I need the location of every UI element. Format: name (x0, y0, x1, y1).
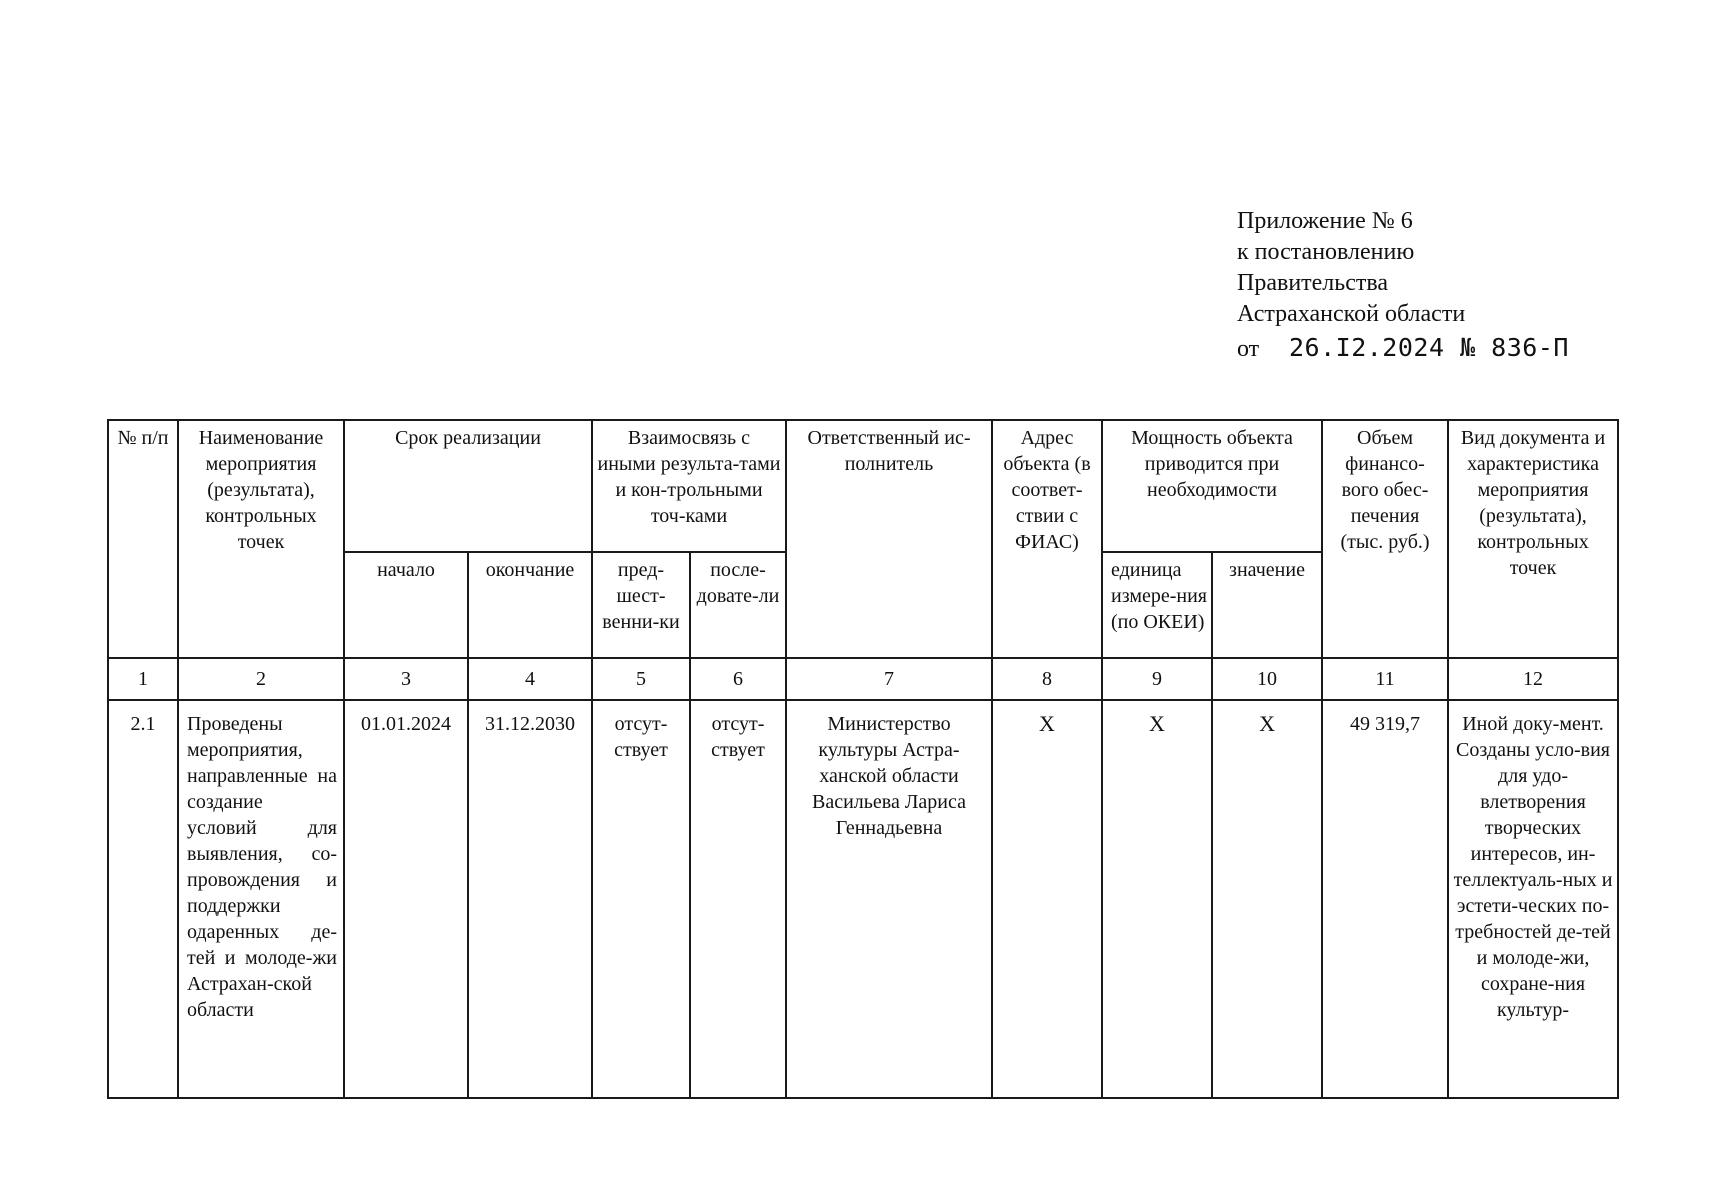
column-number: 12 (1448, 658, 1618, 700)
header-predecessors: пред-шест-венни-ки (592, 552, 690, 658)
appendix-date-line (1237, 332, 1569, 365)
header-successors: после-довате-ли (690, 552, 786, 658)
column-number: 6 (690, 658, 786, 700)
column-number: 9 (1102, 658, 1212, 700)
table-row (108, 700, 1618, 1098)
column-number: 10 (1212, 658, 1322, 700)
header-capacity-unit: единица измере-ния (по ОКЕИ) (1102, 552, 1212, 658)
header-period-start: начало (344, 552, 468, 658)
header-row-1 (108, 420, 1618, 552)
column-number: 7 (786, 658, 992, 700)
column-number: 5 (592, 658, 690, 700)
activities-table (107, 419, 1619, 1099)
row-successors: отсут-ствует (690, 700, 786, 1098)
header-executor: Ответственный ис-полнитель (786, 420, 992, 658)
header-relation: Взаимосвязь с иными результа-тами и кон-трольными точ-ками (592, 420, 786, 552)
row-funding: 49 319,7 (1322, 700, 1448, 1098)
appendix-line-3: Правительства (1237, 270, 1389, 296)
column-number-row (108, 658, 1618, 700)
row-start-date: 01.01.2024 (344, 700, 468, 1098)
row-capacity-value: Х (1212, 700, 1322, 1098)
header-period-end: окончание (468, 552, 592, 658)
header-document: Вид документа и характеристика мероприятия (результата), контрольных точек (1448, 420, 1618, 658)
header-capacity-value: значение (1212, 552, 1322, 658)
header-num: № п/п (108, 420, 178, 658)
column-number: 3 (344, 658, 468, 700)
header-name: Наименование мероприятия (результата), контрольных точек (178, 420, 344, 658)
row-activity-name: Проведены мероприятия, направленные на создание условий для выявления, со-провождения и поддержки одаренных де-тей и молоде-жи Астрахан-ской области (178, 700, 344, 1098)
header-funding: Объем финансо-вого обес-печения (тыс. руб.) (1322, 420, 1448, 658)
header-address: Адрес объекта (в соответ-ствии с ФИАС) (992, 420, 1102, 658)
column-number: 2 (178, 658, 344, 700)
column-number: 1 (108, 658, 178, 700)
row-num: 2.1 (108, 700, 178, 1098)
column-number: 11 (1322, 658, 1448, 700)
header-capacity: Мощность объекта приводится при необходимости (1102, 420, 1322, 552)
row-document: Иной доку-мент. Созданы усло-вия для удо-влетворения творческих интересов, ин-теллектуаль-ных и эстети-ческих по-требностей де-тей и молоде-жи, сохране-ния культур- (1448, 700, 1618, 1098)
column-number: 4 (468, 658, 592, 700)
appendix-line-2: к постановлению (1237, 239, 1415, 265)
row-capacity-unit: Х (1102, 700, 1212, 1098)
decree-date-number: 26.I2.2024 № 836-П (1289, 333, 1569, 362)
row-end-date: 31.12.2030 (468, 700, 592, 1098)
row-address: Х (992, 700, 1102, 1098)
date-prefix: от (1237, 336, 1260, 362)
column-number: 8 (992, 658, 1102, 700)
row-predecessors: отсут-ствует (592, 700, 690, 1098)
row-executor: Министерство культуры Астра-ханской области Васильева Лариса Геннадьевна (786, 700, 992, 1098)
header-period: Срок реализации (344, 420, 592, 552)
appendix-title: Приложение № 6 (1237, 208, 1413, 234)
appendix-block (1237, 206, 1569, 365)
appendix-line-4: Астраханской области (1237, 301, 1466, 327)
